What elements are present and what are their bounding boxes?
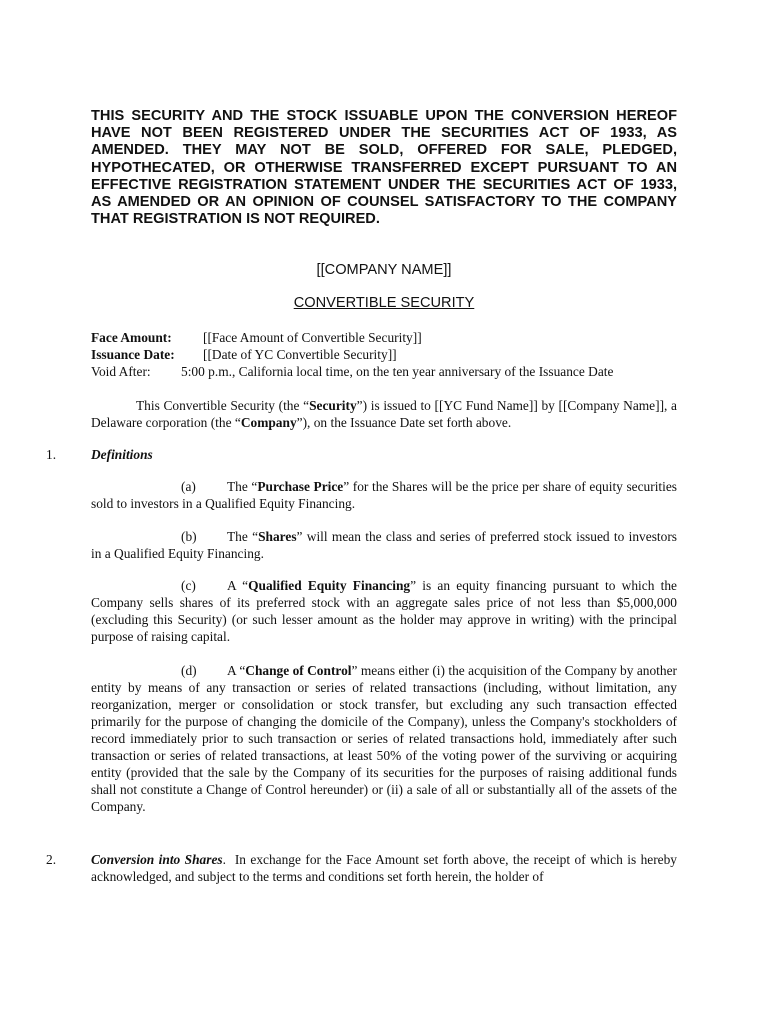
void-after-value: 5:00 p.m., California local time, on the ten year anniversary of the Issuance Date: [181, 364, 614, 379]
definition-b-text-1: The “: [227, 529, 259, 544]
intro-text-1: This Convertible Security (the “: [136, 398, 310, 413]
definition-d: [91, 662, 677, 815]
void-after-label: Void After:: [91, 364, 151, 379]
section-2-period: .: [222, 852, 235, 867]
definition-a-term: Purchase Price: [257, 479, 344, 494]
definition-a-text-2: ” for the Shares will be the price per share of equity securities sold to investors in a Qualified Equity Financing.: [91, 479, 678, 511]
definition-c-text-2: ” is an equity financing pursuant to which the Company sells shares of its preferred stock with an aggregate sales price of not less than $5,000,000 (excluding this Security) (or such lesser amount as the holder may approve in writing) with the principal purpose of raising capital.: [91, 578, 677, 644]
definition-b: [91, 528, 677, 562]
section-2-number: 2.: [46, 852, 57, 867]
issuance-date-value: [[Date of YC Convertible Security]]: [203, 347, 397, 362]
definition-a-label: (a): [181, 479, 196, 494]
definition-d-term: Change of Control: [245, 663, 352, 678]
section-2-text: In exchange for the Face Amount set forth above, the receipt of which is hereby acknowledged, and subject to the terms and conditions set forth herein, the holder of: [91, 852, 678, 884]
section-1-heading: Definitions: [91, 447, 153, 462]
definition-a: [91, 478, 677, 512]
definition-c: [91, 577, 677, 645]
document-title: CONVERTIBLE SECURITY: [293, 295, 475, 311]
void-after-row: [91, 363, 613, 380]
definition-d-label: (d): [181, 663, 197, 678]
securities-legend: THIS SECURITY AND THE STOCK ISSUABLE UPON THE CONVERSION HEREOF HAVE NOT BEEN REGISTERED UNDER THE SECURITIES ACT OF 1933, AS AMENDED. THEY MAY NOT BE SOLD, OFFERED FOR SALE, PLEDGED, HYPOTHECATED, OR OTHERWISE TRANSFERRED EXCEPT PURSUANT TO AN EFFECTIVE REGISTRATION STATEMENT UNDER THE SECURITIES ACT OF 1933, AS AMENDED OR AN OPINION OF COUNSEL SATISFACTORY TO THE COMPANY THAT REGISTRATION IS NOT REQUIRED.: [91, 108, 677, 228]
definition-c-label: (c): [181, 578, 196, 593]
definition-c-term: Qualified Equity Financing: [248, 578, 411, 593]
intro-term-security: Security: [309, 398, 357, 413]
intro-paragraph: [91, 397, 677, 431]
intro-term-company: Company: [240, 415, 297, 430]
intro-text-3: ”), on the Issuance Date set forth above.: [296, 415, 512, 430]
definition-b-term: Shares: [258, 529, 297, 544]
issuance-date-label: Issuance Date:: [91, 347, 175, 362]
definition-b-text-2: ” will mean the class and series of preferred stock issued to investors in a Qualified Equity Financing.: [91, 529, 677, 561]
definition-c-text-1: A “: [227, 578, 249, 593]
company-name: [[COMPANY NAME]]: [316, 262, 452, 278]
section-1-number: 1.: [46, 447, 57, 462]
definition-d-text-2: ” means either (i) the acquisition of the Company by another entity by means of any transaction or series of related transactions (including, without limitation, any reorganization, merger or consolidation or stock transfer, but excluding any such transaction effected primarily for the purpose of changing the domicile of the Company), unless the Company's stockholders of record immediately prior to such transaction or series of related transactions hold, immediately after such transaction or series of related transactions, at least 50% of the voting power of the surviving or acquiring entity (provided that the sale by the Company of its securities for the purposes of raising additional funds shall not constitute a Change of Control hereunder) or (ii) a sale of all or substantially all of the assets of the Company.: [91, 663, 677, 814]
face-amount-row: [91, 329, 422, 346]
definition-b-label: (b): [181, 529, 197, 544]
definition-d-text-1: A “: [227, 663, 246, 678]
face-amount-label: Face Amount:: [91, 330, 172, 345]
face-amount-value: [[Face Amount of Convertible Security]]: [203, 330, 422, 345]
section-2-paragraph: [91, 851, 677, 885]
section-2-heading: Conversion into Shares: [91, 852, 223, 867]
definition-a-text-1: The “: [227, 479, 258, 494]
issuance-date-row: [91, 346, 397, 363]
intro-text-2: ”) is issued to [[YC Fund Name]] by [[Company Name]], a Delaware corporation (the “: [91, 398, 677, 430]
